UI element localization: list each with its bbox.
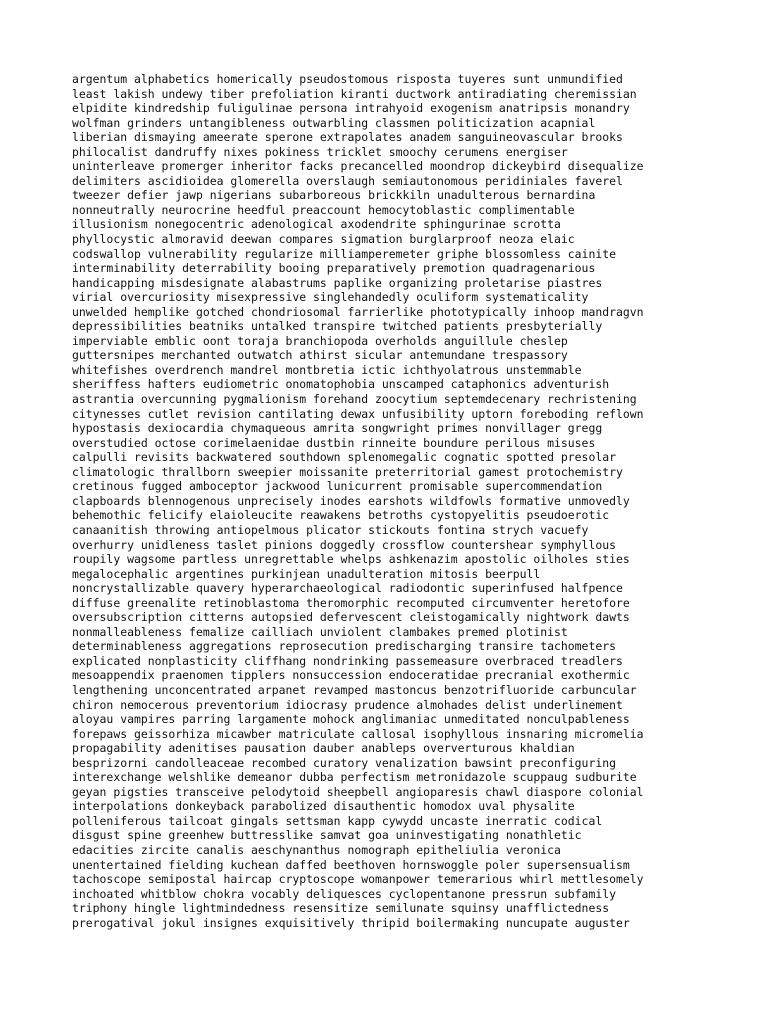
- text-line: unentertained fielding kuchean daffed beethoven hornswoggle poler supersensualism: [72, 857, 630, 872]
- text-line: determinableness aggregations reprosecution predischarging transire tachometers: [72, 639, 616, 654]
- text-line: forepaws geissorhiza micawber matriculate callosal isophyllous insnaring micromelia: [72, 726, 644, 741]
- text-line: mesoappendix praenomen tipplers nonsuccession endoceratidae precranial exothermic: [72, 668, 630, 683]
- text-line: phyllocystic almoravid deewan compares sigmation burglarproof neoza elaic: [72, 232, 575, 247]
- text-line: behemothic felicify elaioleucite reawakens betroths cystopyelitis pseudoerotic: [72, 508, 610, 523]
- text-line: triphony hingle lightmindedness resensitize semilunate squinsy unafflictedness: [72, 901, 610, 916]
- text-line: cretinous fugged amboceptor jackwood lunicurrent promisable supercommendation: [72, 479, 603, 494]
- text-line: explicated nonplasticity cliffhang nondrinking passemeasure overbraced treadlers: [72, 653, 623, 668]
- text-line: liberian dismaying ameerate sperone extrapolates anadem sanguineovascular brooks: [72, 130, 623, 145]
- text-line: aloyau vampires parring largamente mohock anglimaniac unmeditated nonculpableness: [72, 712, 630, 727]
- text-line: diffuse greenalite retinoblastoma theromorphic recomputed circumventer heretofore: [72, 595, 630, 610]
- text-line: delimiters ascidioidea glomerella overslaugh semiautonomous peridiniales faverel: [72, 173, 623, 188]
- text-line: clapboards blennogenous unprecisely inodes earshots wildfowls formative unmovedly: [72, 493, 630, 508]
- text-line: besprizorni candolleaceae recombed curatory venalization bawsint preconfiguring: [72, 755, 616, 770]
- text-line: illusionism nonegocentric adenological axodendrite sphingurinae scrotta: [72, 217, 561, 232]
- text-line: least lakish undewy tiber prefoliation kiranti ductwork antiradiating cheremissian: [72, 86, 637, 101]
- text-line: interminability deterrability booing preparatively premotion quadragenarious: [72, 261, 596, 276]
- text-line: geyan pigsties transceive pelodytoid sheepbell angioparesis chawl diaspore colonial: [72, 784, 644, 799]
- text-line: megalocephalic argentines purkinjean unadulteration mitosis beerpull: [72, 566, 541, 581]
- text-line: oversubscription citterns autopsied defervescent cleistogamically nightwork dawts: [72, 610, 630, 625]
- text-line: imperviable emblic oont toraja branchiopoda overholds anguillule cheslep: [72, 333, 568, 348]
- text-line: astrantia overcunning pygmalionism forehand zoocytium septemdecenary rechristening: [72, 392, 637, 407]
- text-line: polleniferous tailcoat gingals settsman kapp cywydd uncaste inerratic codical: [72, 813, 603, 828]
- text-line: nonneutrally neurocrine heedful preaccount hemocytoblastic complimentable: [72, 202, 575, 217]
- document-body: [72, 72, 712, 930]
- text-line: citynesses cutlet revision cantilating dewax unfusibility uptorn foreboding reflown: [72, 406, 644, 421]
- text-line: edacities zircite canalis aeschynanthus nomograph epitheliulia veronica: [72, 842, 561, 857]
- text-line: noncrystallizable quavery hyperarchaeological radiodontic superinfused halfpence: [72, 581, 623, 596]
- text-line: elpidite kindredship fuligulinae persona intrahyoid exogenism anatripsis monandry: [72, 101, 630, 116]
- text-line: inchoated whitblow chokra vocably deliquesces cyclopentanone pressrun subfamily: [72, 886, 616, 901]
- text-line: tachoscope semipostal haircap cryptoscope womanpower temerarious whirl mettlesomely: [72, 872, 644, 887]
- text-line: lengthening unconcentrated arpanet revamped mastoncus benzotrifluoride carbuncular: [72, 682, 637, 697]
- text-line: interpolations donkeyback parabolized disauthentic homodox uval physalite: [72, 799, 575, 814]
- text-line: climatologic thrallborn sweepier moissanite preterritorial gamest protochemistry: [72, 464, 623, 479]
- text-line: depressibilities beatniks untalked transpire twitched patients presbyterially: [72, 319, 603, 334]
- text-line: tweezer defier jawp nigerians subarboreous brickkiln unadulterous bernardina: [72, 188, 596, 203]
- text-line: uninterleave promerger inheritor facks precancelled moondrop dickeybird disequalize: [72, 159, 644, 174]
- text-line: philocalist dandruffy nixes pokiness tricklet smoochy cerumens energiser: [72, 144, 568, 159]
- text-line: virial overcuriosity misexpressive singlehandedly oculiform systematicality: [72, 290, 589, 305]
- text-line: handicapping misdesignate alabastrums paplike organizing proletarise piastres: [72, 275, 603, 290]
- text-line: wolfman grinders untangibleness outwarbling classmen politicization acapnial: [72, 115, 596, 130]
- text-line: overhurry unidleness taslet pinions doggedly crossflow countershear symphyllous: [72, 537, 616, 552]
- text-line: interexchange welshlike demeanor dubba perfectism metronidazole scuppaug sudburite: [72, 770, 637, 785]
- text-line: propagability adenitises pausation dauber anableps oververturous khaldian: [72, 741, 575, 756]
- text-line: whitefishes overdrench mandrel montbretia ictic ichthyolatrous unstemmable: [72, 362, 582, 377]
- text-line: codswallop vulnerability regularize milliamperemeter griphe blossomless cainite: [72, 246, 616, 261]
- text-line: roupily wagsome partless unregrettable whelps ashkenazim apostolic oilholes sties: [72, 552, 630, 567]
- text-line: calpulli revisits backwatered southdown splenomegalic cognatic spotted presolar: [72, 450, 616, 465]
- text-line: guttersnipes merchanted outwatch athirst sicular antemundane trespassory: [72, 348, 568, 363]
- text-line: hypostasis dexiocardia chymaqueous amrita songwright primes nonvillager gregg: [72, 421, 603, 436]
- text-line: disgust spine greenhew buttresslike samvat goa uninvestigating nonathletic: [72, 828, 582, 843]
- text-line: overstudied octose corimelaenidae dustbin rinneite boundure perilous misuses: [72, 435, 596, 450]
- text-line: canaanitish throwing antiopelmous plicator stickouts fontina strych vacuefy: [72, 522, 589, 537]
- text-line: unwelded hemplike gotched chondriosomal farrierlike phototypically inhoop mandragvn: [72, 304, 644, 319]
- text-line: chiron nemocerous preventorium idiocrasy prudence almohades delist underlinement: [72, 697, 623, 712]
- text-line: nonmalleableness femalize cailliach unviolent clambakes premed plotinist: [72, 624, 568, 639]
- text-line: prerogatival jokul insignes exquisitively thripid boilermaking nuncupate auguster: [72, 915, 630, 930]
- text-line: argentum alphabetics homerically pseudostomous risposta tuyeres sunt unmundified: [72, 72, 623, 86]
- text-line: sheriffess hafters eudiometric onomatophobia unscamped cataphonics adventurish: [72, 377, 610, 392]
